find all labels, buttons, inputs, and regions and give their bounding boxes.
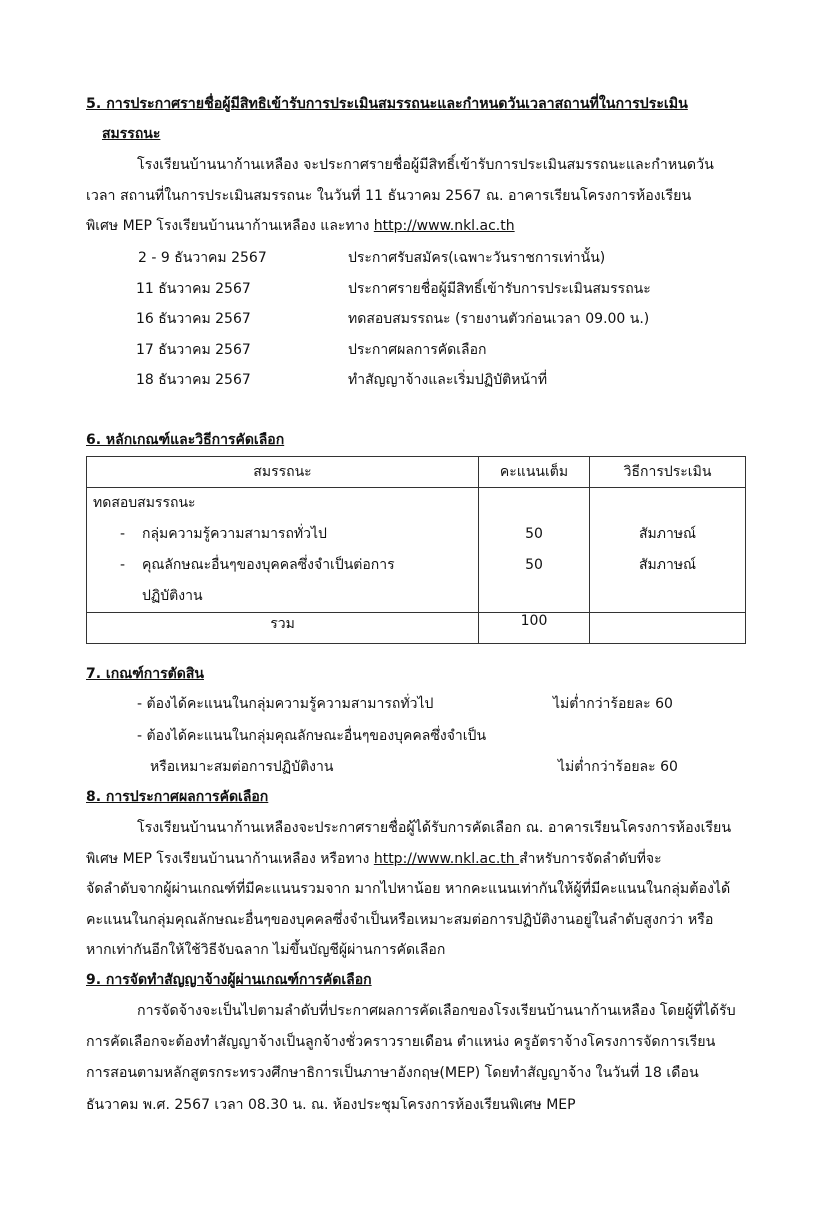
section-8-para-line-5: หากเท่ากันอีกให้ใช้วิธีจับฉลาก ไม่ขึ้นบัญชีผู้ผ่านการคัดเลือก (86, 942, 446, 958)
table-header-row (87, 457, 746, 488)
schedule-date: 11 ธันวาคม 2567 (136, 281, 251, 297)
schedule-date: 17 ธันวาคม 2567 (136, 342, 251, 358)
list-item (87, 519, 478, 550)
item-label-cont: ปฏิบัติงาน (142, 588, 203, 604)
item-method: สัมภาษณ์ (638, 557, 697, 573)
header-full-score: คะแนนเต็ม (479, 457, 590, 488)
schedule-date: 16 ธันวาคม 2567 (136, 311, 251, 327)
section-5-heading-cont: สมรรถนะ (102, 126, 161, 142)
section-8-para-line-2b: สำหรับการจัดลำดับที่จะ (519, 851, 662, 867)
schedule-date: 2 - 9 ธันวาคม 2567 (138, 250, 267, 266)
section-9-para-line-1: การจัดจ้างจะเป็นไปตามลำดับที่ประกาศผลการคัดเลือกของโรงเรียนบ้านนาก้านเหลือง โดยผู้ที่ได้รับ (137, 1003, 736, 1019)
section-5-heading: 5. การประกาศรายชื่อผู้มีสิทธิเข้ารับการประเมินสมรรถนะและกำหนดวันเวลาสถานที่ในการประเมิน (86, 96, 688, 112)
total-score: 100 (479, 613, 590, 644)
section-5-para-line-1: โรงเรียนบ้านนาก้านเหลือง จะประกาศรายชื่อผู้มีสิทธิ์เข้ารับการประเมินสมรรถนะและกำหนดวัน (137, 157, 714, 173)
schedule-event: ประกาศผลการคัดเลือก (348, 342, 487, 358)
header-method: วิธีการประเมิน (590, 457, 746, 488)
total-row (87, 613, 746, 644)
header-competency: สมรรถนะ (87, 457, 479, 488)
competency-cell (87, 488, 479, 613)
item-score: 50 (525, 526, 543, 542)
score-cell (479, 488, 590, 613)
section-6-heading: 6. หลักเกณฑ์และวิธีการคัดเลือก (86, 432, 285, 448)
section-9-para-line-2: การคัดเลือกจะต้องทำสัญญาจ้างเป็นลูกจ้างชั่วคราวรายเดือน ตำแหน่ง ครูอัตราจ้างโครงการจัดการเรียน (86, 1034, 716, 1050)
item-label: คุณลักษณะอื่นๆของบุคคลซึ่งจำเป็นต่อการ (142, 557, 395, 573)
section-8-para-line-1: โรงเรียนบ้านนาก้านเหลืองจะประกาศรายชื่อผู้ได้รับการคัดเลือก ณ. อาคารเรียนโครงการห้องเรียน (137, 820, 732, 836)
section-8-heading: 8. การประกาศผลการคัดเลือก (86, 789, 269, 805)
schedule-event: ทำสัญญาจ้างและเริ่มปฏิบัติหน้าที่ (348, 372, 548, 388)
list-item (87, 550, 478, 581)
group-label: ทดสอบสมรรถนะ (93, 495, 196, 511)
criterion-1: - ต้องได้คะแนนในกลุ่มความรู้ความสามารถทั่วไป (137, 696, 434, 712)
method-cell (590, 488, 746, 613)
results-website-link[interactable]: http://www.nkl.ac.th (373, 851, 520, 867)
criterion-2-value: ไม่ต่ำกว่าร้อยละ 60 (558, 759, 678, 775)
table-row (87, 488, 746, 613)
section-9-para-line-4: ธันวาคม พ.ศ. 2567 เวลา 08.30 น. ณ. ห้องประชุมโครงการห้องเรียนพิเศษ MEP (86, 1097, 576, 1113)
criterion-1-value: ไม่ต่ำกว่าร้อยละ 60 (553, 696, 673, 712)
schedule-date: 18 ธันวาคม 2567 (136, 372, 251, 388)
bullet: - (120, 557, 126, 573)
section-8-para-line-2 (86, 849, 662, 869)
item-score: 50 (525, 557, 543, 573)
schedule-event: ประกาศรับสมัคร(เฉพาะวันราชการเท่านั้น) (348, 250, 606, 266)
item-method: สัมภาษณ์ (638, 526, 697, 542)
section-8-para-line-4: คะแนนในกลุ่มคุณลักษณะอื่นๆของบุคคลซึ่งจำเป็นหรือเหมาะสมต่อการปฏิบัติงานอยู่ในลำดับสูงกว่า หรือ (86, 912, 714, 928)
criterion-2-cont: หรือเหมาะสมต่อการปฏิบัติงาน (150, 759, 334, 775)
section-5-para-line-3 (86, 216, 515, 236)
section-5-para-line-2: เวลา สถานที่ในการประเมินสมรรถนะ ในวันที่ 11 ธันวาคม 2567 ณ. อาคารเรียนโครงการห้องเรียน (86, 188, 692, 204)
section-9-para-line-3: การสอนตามหลักสูตรกระทรวงศึกษาธิการเป็นภาษาอังกฤษ(MEP) โดยทำสัญญาจ้าง ในวันที่ 18 เดือน (86, 1065, 699, 1081)
schedule-event: ประกาศรายชื่อผู้มีสิทธิ์เข้ารับการประเมินสมรรถนะ (348, 281, 651, 297)
section-8-para-line-3: จัดลำดับจากผู้ผ่านเกณฑ์ที่มีคะแนนรวมจาก มากไปหาน้อย หากคะแนนเท่ากันให้ผู้ที่มีคะแนนในกลุ่มต้องได้ (86, 881, 731, 897)
criterion-2: - ต้องได้คะแนนในกลุ่มคุณลักษณะอื่นๆของบุคคลซึ่งจำเป็น (137, 728, 487, 744)
section-8-para-line-2a: พิเศษ MEP โรงเรียนบ้านนาก้านเหลือง หรือทาง (86, 851, 374, 867)
total-label: รวม (87, 613, 479, 644)
schedule-event: ทดสอบสมรรถนะ (รายงานตัวก่อนเวลา 09.00 น.) (348, 311, 650, 327)
section-9-heading: 9. การจัดทำสัญญาจ้างผู้ผ่านเกณฑ์การคัดเลือก (86, 972, 372, 988)
section-5-para-line-3-text: พิเศษ MEP โรงเรียนบ้านนาก้านเหลือง และทาง (86, 218, 374, 234)
total-empty (590, 613, 746, 644)
school-website-link[interactable]: http://www.nkl.ac.th (373, 218, 515, 234)
bullet: - (120, 526, 126, 542)
criteria-table (86, 456, 746, 644)
item-label: กลุ่มความรู้ความสามารถทั่วไป (142, 526, 327, 542)
section-7-heading: 7. เกณฑ์การตัดสิน (86, 666, 204, 682)
